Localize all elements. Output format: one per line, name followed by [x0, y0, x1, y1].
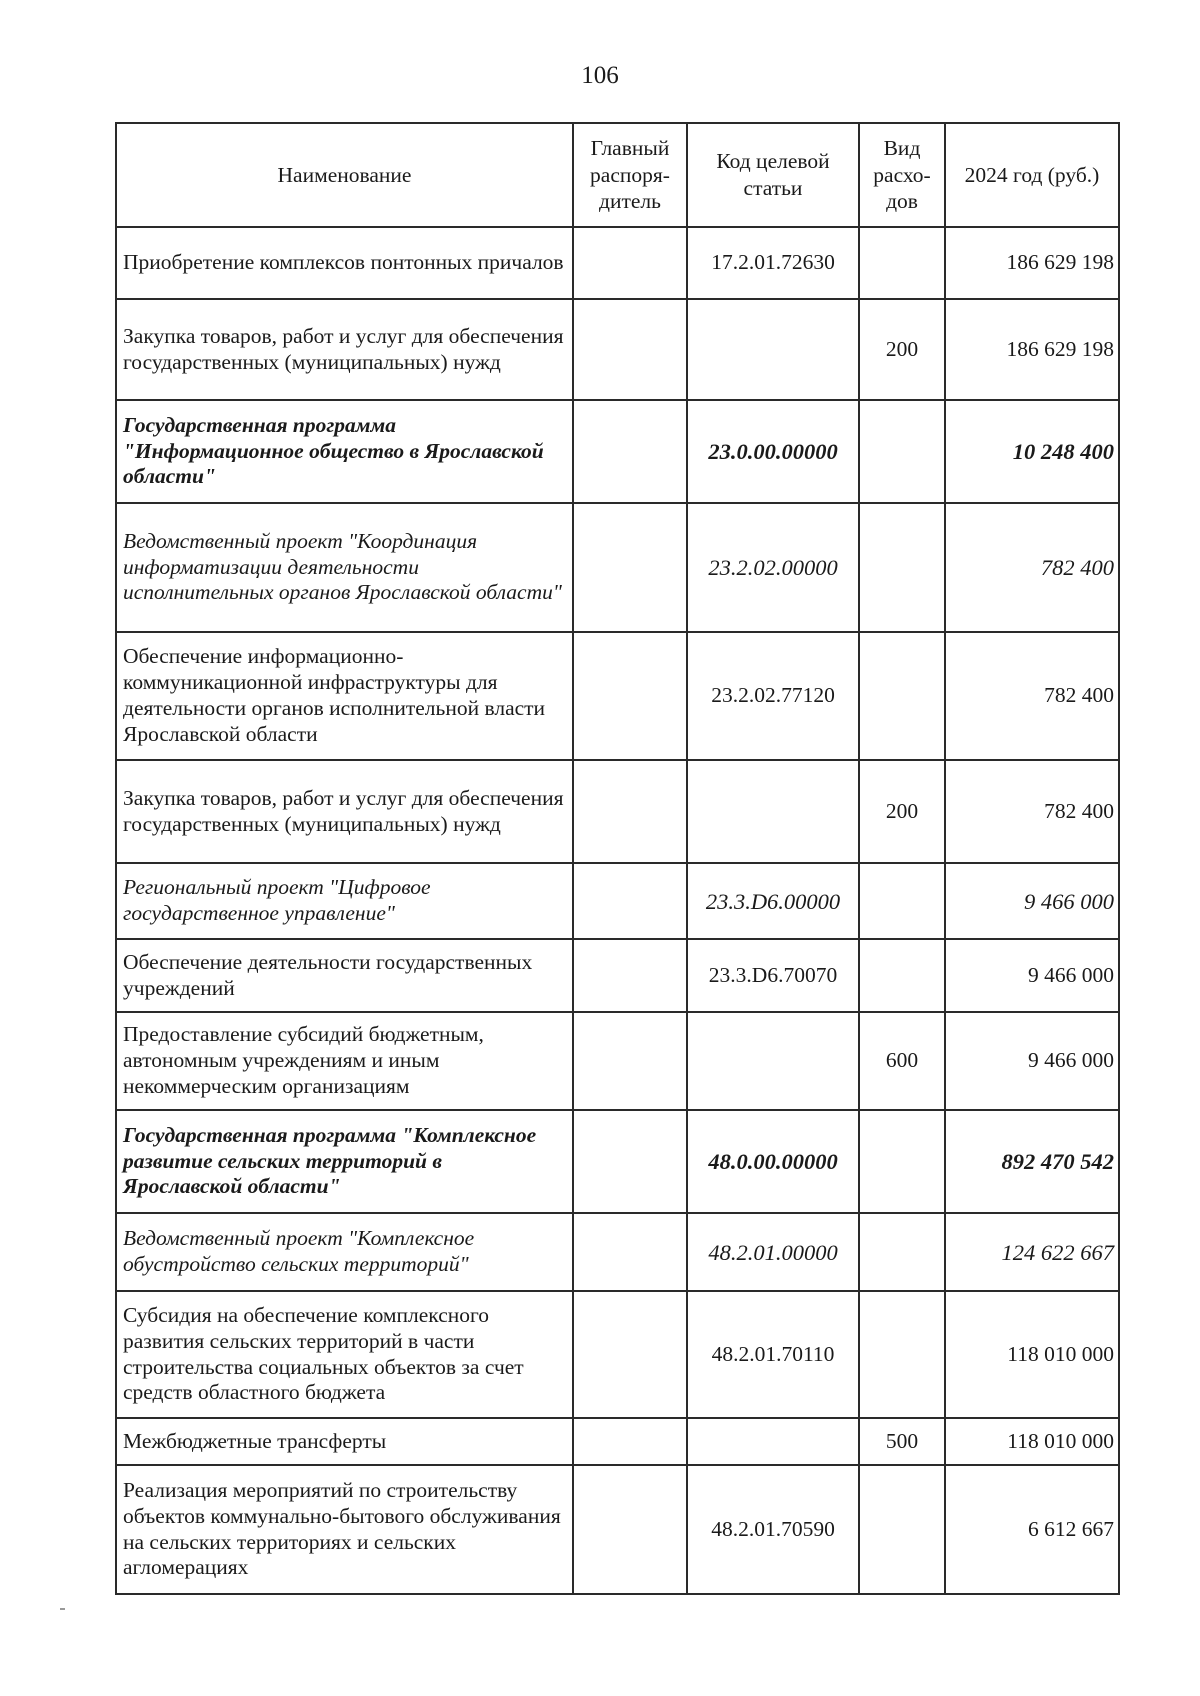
cell-amount: 10 248 400 [945, 400, 1119, 503]
cell-kind [859, 1291, 945, 1418]
cell-kind [859, 632, 945, 760]
cell-amount: 782 400 [945, 632, 1119, 760]
cell-code [687, 1012, 859, 1110]
cell-code: 48.2.01.00000 [687, 1213, 859, 1291]
table-row-project [116, 503, 1119, 632]
cell-kind [859, 863, 945, 939]
cell-name: Государственная программа "Комплексное развитие сельских территорий в Ярославской области" [116, 1110, 573, 1213]
cell-amount: 9 466 000 [945, 1012, 1119, 1110]
table-row [116, 632, 1119, 760]
cell-name: Субсидия на обеспечение комплексного развития сельских территорий в части строительства социальных объектов за счет средств областного бюджета [116, 1291, 573, 1418]
table-row [116, 1465, 1119, 1594]
cell-name: Обеспечение информационно-коммуникационной инфраструктуры для деятельности органов исполнительной власти Ярославской области [116, 632, 573, 760]
cell-name: Закупка товаров, работ и услуг для обеспечения государственных (муниципальных) нужд [116, 760, 573, 863]
header-code: Код целевой статьи [687, 123, 859, 227]
page-number: 106 [581, 62, 619, 89]
cell-code: 23.0.00.00000 [687, 400, 859, 503]
table-row-program [116, 400, 1119, 503]
cell-admin [573, 400, 687, 503]
cell-admin [573, 227, 687, 299]
cell-name: Ведомственный проект "Координация информатизации деятельности исполнительных органов Ярославской области" [116, 503, 573, 632]
cell-code: 17.2.01.72630 [687, 227, 859, 299]
header-admin: Главный распоря-дитель [573, 123, 687, 227]
cell-admin [573, 1110, 687, 1213]
cell-kind [859, 1110, 945, 1213]
cell-code: 23.2.02.77120 [687, 632, 859, 760]
cell-amount: 9 466 000 [945, 939, 1119, 1012]
table-row [116, 1418, 1119, 1465]
cell-code [687, 760, 859, 863]
table-row-project [116, 1213, 1119, 1291]
cell-amount: 892 470 542 [945, 1110, 1119, 1213]
cell-name: Обеспечение деятельности государственных учреждений [116, 939, 573, 1012]
cell-amount: 118 010 000 [945, 1418, 1119, 1465]
cell-code: 23.2.02.00000 [687, 503, 859, 632]
header-name: Наименование [116, 123, 573, 227]
table-row [116, 760, 1119, 863]
cell-admin [573, 1213, 687, 1291]
cell-kind [859, 1213, 945, 1291]
cell-admin [573, 632, 687, 760]
scan-mark [60, 1608, 65, 1610]
cell-name: Региональный проект "Цифровое государственное управление" [116, 863, 573, 939]
cell-code [687, 1418, 859, 1465]
cell-name: Закупка товаров, работ и услуг для обеспечения государственных (муниципальных) нужд [116, 299, 573, 400]
cell-name: Межбюджетные трансферты [116, 1418, 573, 1465]
cell-kind: 500 [859, 1418, 945, 1465]
cell-admin [573, 1465, 687, 1594]
cell-code: 23.3.D6.00000 [687, 863, 859, 939]
cell-amount: 124 622 667 [945, 1213, 1119, 1291]
cell-admin [573, 299, 687, 400]
cell-kind: 200 [859, 299, 945, 400]
cell-kind [859, 227, 945, 299]
cell-kind: 200 [859, 760, 945, 863]
cell-kind [859, 503, 945, 632]
cell-name: Приобретение комплексов понтонных причалов [116, 227, 573, 299]
table-row [116, 939, 1119, 1012]
table-row-program [116, 1110, 1119, 1213]
cell-code: 23.3.D6.70070 [687, 939, 859, 1012]
cell-amount: 186 629 198 [945, 299, 1119, 400]
cell-name: Государственная программа "Информационное общество в Ярославской области" [116, 400, 573, 503]
cell-code [687, 299, 859, 400]
cell-code: 48.2.01.70110 [687, 1291, 859, 1418]
cell-amount: 186 629 198 [945, 227, 1119, 299]
cell-amount: 782 400 [945, 760, 1119, 863]
header-amount: 2024 год (руб.) [945, 123, 1119, 227]
cell-code: 48.2.01.70590 [687, 1465, 859, 1594]
table-row [116, 299, 1119, 400]
table-row [116, 227, 1119, 299]
header-kind: Вид расхо-дов [859, 123, 945, 227]
table-row [116, 1012, 1119, 1110]
cell-name: Ведомственный проект "Комплексное обустройство сельских территорий" [116, 1213, 573, 1291]
cell-kind [859, 400, 945, 503]
cell-amount: 782 400 [945, 503, 1119, 632]
cell-amount: 6 612 667 [945, 1465, 1119, 1594]
cell-admin [573, 760, 687, 863]
cell-admin [573, 939, 687, 1012]
cell-admin [573, 503, 687, 632]
cell-kind: 600 [859, 1012, 945, 1110]
cell-admin [573, 1291, 687, 1418]
cell-name: Предоставление субсидий бюджетным, автономным учреждениям и иным некоммерческим организациям [116, 1012, 573, 1110]
cell-amount: 118 010 000 [945, 1291, 1119, 1418]
budget-table [115, 122, 1120, 1595]
cell-kind [859, 1465, 945, 1594]
table-row-project [116, 863, 1119, 939]
header-row [116, 123, 1119, 227]
table-row [116, 1291, 1119, 1418]
cell-name: Реализация мероприятий по строительству объектов коммунально-бытового обслуживания на сельских территориях и сельских агломерациях [116, 1465, 573, 1594]
cell-admin [573, 1012, 687, 1110]
cell-admin [573, 1418, 687, 1465]
cell-amount: 9 466 000 [945, 863, 1119, 939]
cell-kind [859, 939, 945, 1012]
cell-admin [573, 863, 687, 939]
cell-code: 48.0.00.00000 [687, 1110, 859, 1213]
